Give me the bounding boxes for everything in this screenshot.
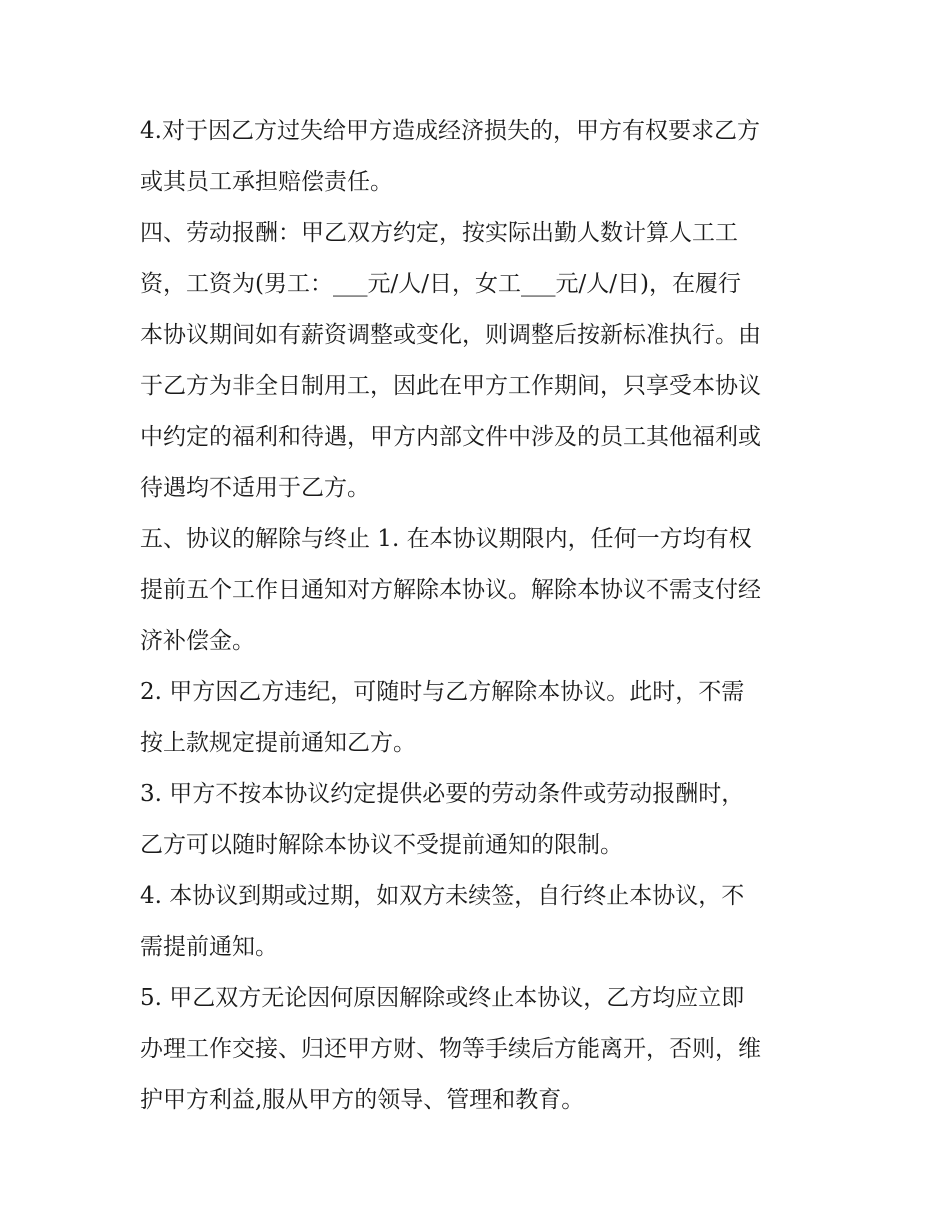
text-line: 济补偿金。 xyxy=(140,628,255,654)
text-line: 需提前通知。 xyxy=(140,934,278,960)
text-line: 3. 甲方不按本协议约定提供必要的劳动条件或劳动报酬时， xyxy=(140,781,745,807)
text-line: 四、劳动报酬：甲乙双方约定，按实际出勤人数计算人工工 xyxy=(140,220,738,246)
text-line: 或其员工承担赔偿责任。 xyxy=(140,169,393,195)
text-line: 5. 甲乙双方无论因何原因解除或终止本协议，乙方均应立即 xyxy=(140,985,745,1011)
text-line: 护甲方利益,服从甲方的领导、管理和教育。 xyxy=(140,1087,585,1113)
text-line: 于乙方为非全日制用工，因此在甲方工作期间，只享受本协议 xyxy=(140,373,761,399)
text-line: 本协议期间如有薪资调整或变化，则调整后按新标准执行。由 xyxy=(140,322,761,348)
text-line: 按上款规定提前通知乙方。 xyxy=(140,730,416,756)
text-line: 4. 本协议到期或过期，如双方未续签，自行终止本协议，不 xyxy=(140,883,745,909)
text-line: 2. 甲方因乙方违纪，可随时与乙方解除本协议。此时，不需 xyxy=(140,679,745,705)
text-line: 五、协议的解除与终止 1. 在本协议期限内，任何一方均有权 xyxy=(140,526,752,552)
text-line: 待遇均不适用于乙方。 xyxy=(140,475,370,501)
text-line: 乙方可以随时解除本协议不受提前通知的限制。 xyxy=(140,832,623,858)
text-line: 提前五个工作日通知对方解除本协议。解除本协议不需支付经 xyxy=(140,577,761,603)
document-body xyxy=(140,106,820,1126)
text-line: 办理工作交接、归还甲方财、物等手续后方能离开，否则，维 xyxy=(140,1036,761,1062)
text-line: 资，工资为(男工：___元/人/日，女工___元/人/日)，在履行 xyxy=(140,271,741,297)
text-line: 4.对于因乙方过失给甲方造成经济损失的，甲方有权要求乙方 xyxy=(140,118,760,144)
text-line: 中约定的福利和待遇，甲方内部文件中涉及的员工其他福利或 xyxy=(140,424,761,450)
